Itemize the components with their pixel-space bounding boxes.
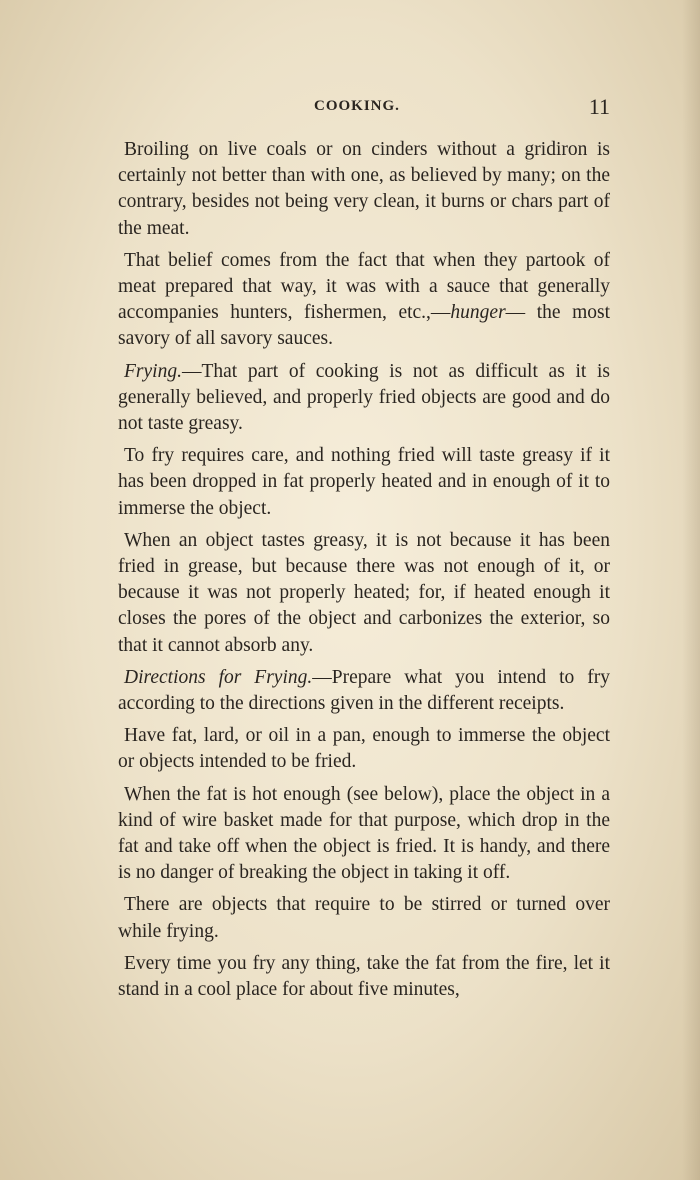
- paragraph-fat-pan: Have fat, lard, or oil in a pan, enough to immerse the object or objects intended to be fried.: [118, 725, 610, 773]
- paragraph-directions-text: —Prepare what you intend to fry according to the directions given in the different receipts.: [118, 666, 610, 715]
- body-text: [118, 137, 610, 1009]
- paragraph-frying-text: —That part of cooking is not as difficult as it is generally believed, and properly fried objects are good and do not taste greasy.: [118, 360, 610, 435]
- running-head: COOKING.: [314, 98, 400, 114]
- paragraph-belief-italic: hunger: [450, 302, 506, 324]
- paragraph-stirred: There are objects that require to be stirred or turned over while frying.: [118, 894, 610, 942]
- page-number: 11: [588, 94, 610, 119]
- paragraph-broiling: Broiling on live coals or on cinders without a gridiron is certainly not better than with one, as believed by many; on the contrary, besides not being very clean, it burns or chars part of the meat.: [118, 139, 610, 239]
- paragraph-belief-text: That belief comes from the fact that when they partook of meat prepared that way, it was with a sauce that generally accompanies hunters, fishermen, etc.,—: [118, 249, 610, 324]
- frying-heading: Frying.: [124, 360, 182, 382]
- paragraph-every-time: Every time you fry any thing, take the fat from the fire, let it stand in a cool place for about five minutes,: [118, 952, 610, 1001]
- paragraph-belief-text-end: — the most savory of all savory sauces.: [118, 302, 610, 350]
- paragraph-fry-care: To fry requires care, and nothing fried will taste greasy if it has been dropped in fat properly heated and in enough of it to immerse the object.: [118, 445, 610, 519]
- page-edge-shadow: [682, 0, 700, 1180]
- page-header: [118, 94, 610, 124]
- paragraph-directions: [118, 665, 610, 717]
- paragraph-belief: [118, 248, 610, 353]
- directions-heading: Directions for Frying.: [124, 666, 313, 688]
- paragraph-frying: [118, 359, 610, 438]
- paragraph-wire-basket: When the fat is hot enough (see below), place the object in a kind of wire basket made for that purpose, which drop in the fat and take off when the object is fried. It is handy, and there is no danger of breaking the object in taking it off.: [118, 783, 610, 884]
- paragraph-greasy: When an object tastes greasy, it is not because it has been fried in grease, but because there was not enough of it, or because it was not properly heated; for, if heated enough it closes the pores of the object and carbonizes the exterior, so that it cannot absorb any.: [118, 529, 610, 656]
